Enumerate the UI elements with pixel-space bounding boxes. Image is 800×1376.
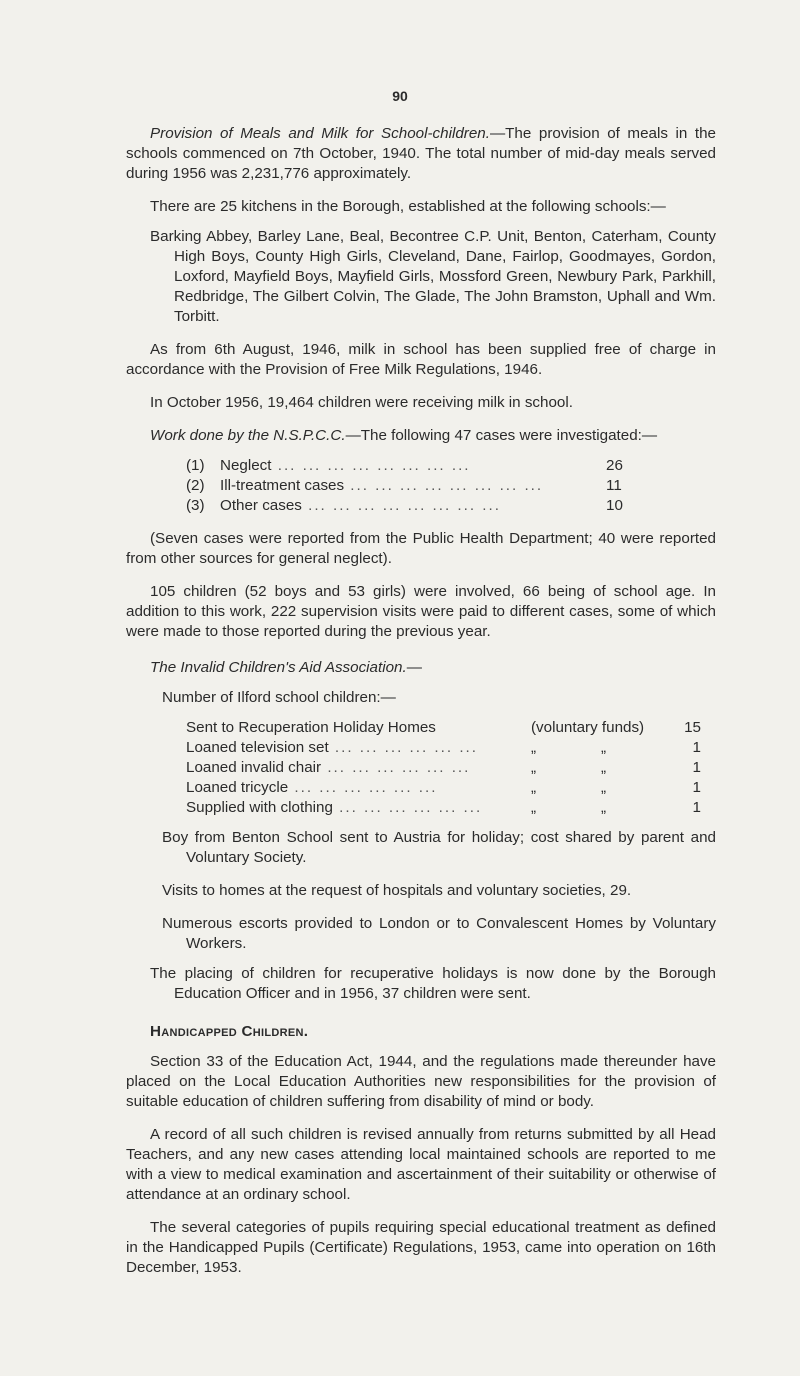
nspcc-paragraph: [126, 426, 716, 446]
meals-text: —The provision of meals in the schools commenced on 7th October, 1940. The total number of mid-day meals served during 1956 was 2,231,776 approximately.: [126, 125, 716, 182]
table-cell-value: 1: [692, 759, 701, 776]
list-item-value: 11: [606, 477, 622, 494]
invalid-visits-note: Visits to homes at the request of hospitals and voluntary societies, 29.: [162, 882, 632, 899]
invalid-subheading: Number of Ilford school children:—: [162, 689, 396, 706]
handicapped-heading: [126, 1022, 716, 1042]
invalid-heading-line: [126, 658, 716, 678]
table-row: Supplied with clothing ... ... ... ... ... ... „ „ 1: [186, 799, 701, 816]
nspcc-text: —The following 47 cases were investigated:—: [345, 427, 658, 444]
handicapped-paragraph-2: A record of all such children is revised annually from returns submitted by all Head Teachers, and any new cases attending local maintained schools are reported to me with a view to medical examination and ascertainment of their suitability or otherwise of attendance at an ordinary school.: [126, 1126, 716, 1203]
table-cell-ditto: „: [601, 799, 607, 816]
table-cell-value: 15: [684, 719, 701, 736]
meals-paragraph: [126, 124, 716, 184]
table-cell-label: Loaned tricycle: [186, 779, 289, 796]
invalid-placing-note: The placing of children for recuperative holidays is now done by the Borough Education Officer and in 1956, 37 children were sent.: [150, 965, 716, 1002]
invalid-heading: The Invalid Children's Aid Association.: [150, 659, 407, 676]
list-item-value: 26: [606, 457, 623, 474]
nspcc-note: (Seven cases were reported from the Public Health Department; 40 were reported from other sources for general neglect).: [126, 530, 716, 567]
invalid-escorts-note: Numerous escorts provided to London or to Convalescent Homes by Voluntary Workers.: [162, 915, 716, 952]
table-cell-ditto: „: [531, 759, 537, 776]
invalid-heading-suffix: —: [406, 659, 422, 676]
table-row: Loaned tricycle ... ... ... ... ... ... „ „ 1: [186, 779, 701, 796]
list-item-number: (1): [186, 457, 205, 474]
table-cell-label: Supplied with clothing: [186, 799, 333, 816]
nspcc-heading: Work done by the N.S.P.C.C.: [150, 427, 346, 444]
list-item-value: 10: [606, 497, 623, 514]
table-row: Loaned television set ... ... ... ... ... ... „ „ 1: [186, 739, 701, 756]
table-cell-ditto: „: [531, 779, 537, 796]
table-cell-value: 1: [692, 799, 701, 816]
meals-heading: Provision of Meals and Milk for School-children.: [150, 125, 490, 142]
table-cell-label: Loaned television set: [186, 739, 329, 756]
table-cell-value: 1: [692, 739, 701, 756]
kitchens-intro: There are 25 kitchens in the Borough, established at the following schools:—: [150, 198, 666, 215]
table-cell-ditto: „: [531, 739, 537, 756]
milk-paragraph-2: In October 1956, 19,464 children were receiving milk in school.: [150, 394, 573, 411]
table-cell-ditto: „: [601, 779, 607, 796]
list-item-label: Neglect: [220, 457, 272, 474]
invalid-table: [186, 718, 746, 818]
table-cell-source: (voluntary funds): [531, 719, 645, 736]
table-cell-ditto: „: [531, 799, 537, 816]
list-item: (3) Other cases ... ... ... ... ... ... ... ... 10: [186, 496, 646, 516]
handicapped-paragraph-1: Section 33 of the Education Act, 1944, and the regulations made thereunder have placed on the Local Education Authorities new responsibilities for the provision of suitable education of children suffering from disability of mind or body.: [126, 1053, 716, 1110]
milk-paragraph-1: As from 6th August, 1946, milk in school has been supplied free of charge in accordance with the Provision of Free Milk Regulations, 1946.: [126, 341, 716, 378]
nspcc-case-list: [186, 456, 646, 516]
table-row: Loaned invalid chair ... ... ... ... ... ... „ „ 1: [186, 759, 701, 776]
table-cell-label: Sent to Recuperation Holiday Homes: [186, 719, 436, 736]
table-cell-ditto: „: [601, 739, 607, 756]
page-number: 90: [392, 88, 408, 104]
table-cell-value: 1: [692, 779, 701, 796]
kitchens-school-list: Barking Abbey, Barley Lane, Beal, Becontree C.P. Unit, Benton, Caterham, County High Boys, County High Girls, Cleveland, Dane, Fairlop, Goodmayes, Gordon, Loxford, Mayfield Boys, Mayfield Girls, Mossford Green, Newbury Park, Parkhill, Redbridge, The Gilbert Colvin, The Glade, The John Bramston, Uphall and Wm. Torbitt.: [150, 228, 716, 325]
list-item-number: (3): [186, 497, 205, 514]
page-content: [126, 124, 716, 1278]
list-item-number: (2): [186, 477, 205, 494]
table-cell-ditto: „: [601, 759, 607, 776]
list-item: (2) Ill-treatment cases ... ... ... ... ... ... ... ... 11: [186, 476, 646, 496]
list-item-label: Other cases: [220, 497, 302, 514]
list-item-label: Ill-treatment cases: [220, 477, 345, 494]
nspcc-summary: 105 children (52 boys and 53 girls) were involved, 66 being of school age. In addition to this work, 222 supervision visits were paid to different cases, some of which were made to those reported during the previous year.: [126, 583, 716, 640]
handicapped-heading-text: Handicapped Children.: [150, 1023, 309, 1040]
list-item: (1) Neglect ... ... ... ... ... ... ... ... 26: [186, 456, 646, 476]
table-row: [186, 718, 746, 738]
invalid-boy-note: Boy from Benton School sent to Austria for holiday; cost shared by parent and Voluntary Society.: [162, 829, 716, 866]
handicapped-paragraph-3: The several categories of pupils requiring special educational treatment as defined in the Handicapped Pupils (Certificate) Regulations, 1953, came into operation on 16th December, 1953.: [126, 1219, 716, 1276]
table-cell-label: Loaned invalid chair: [186, 759, 322, 776]
